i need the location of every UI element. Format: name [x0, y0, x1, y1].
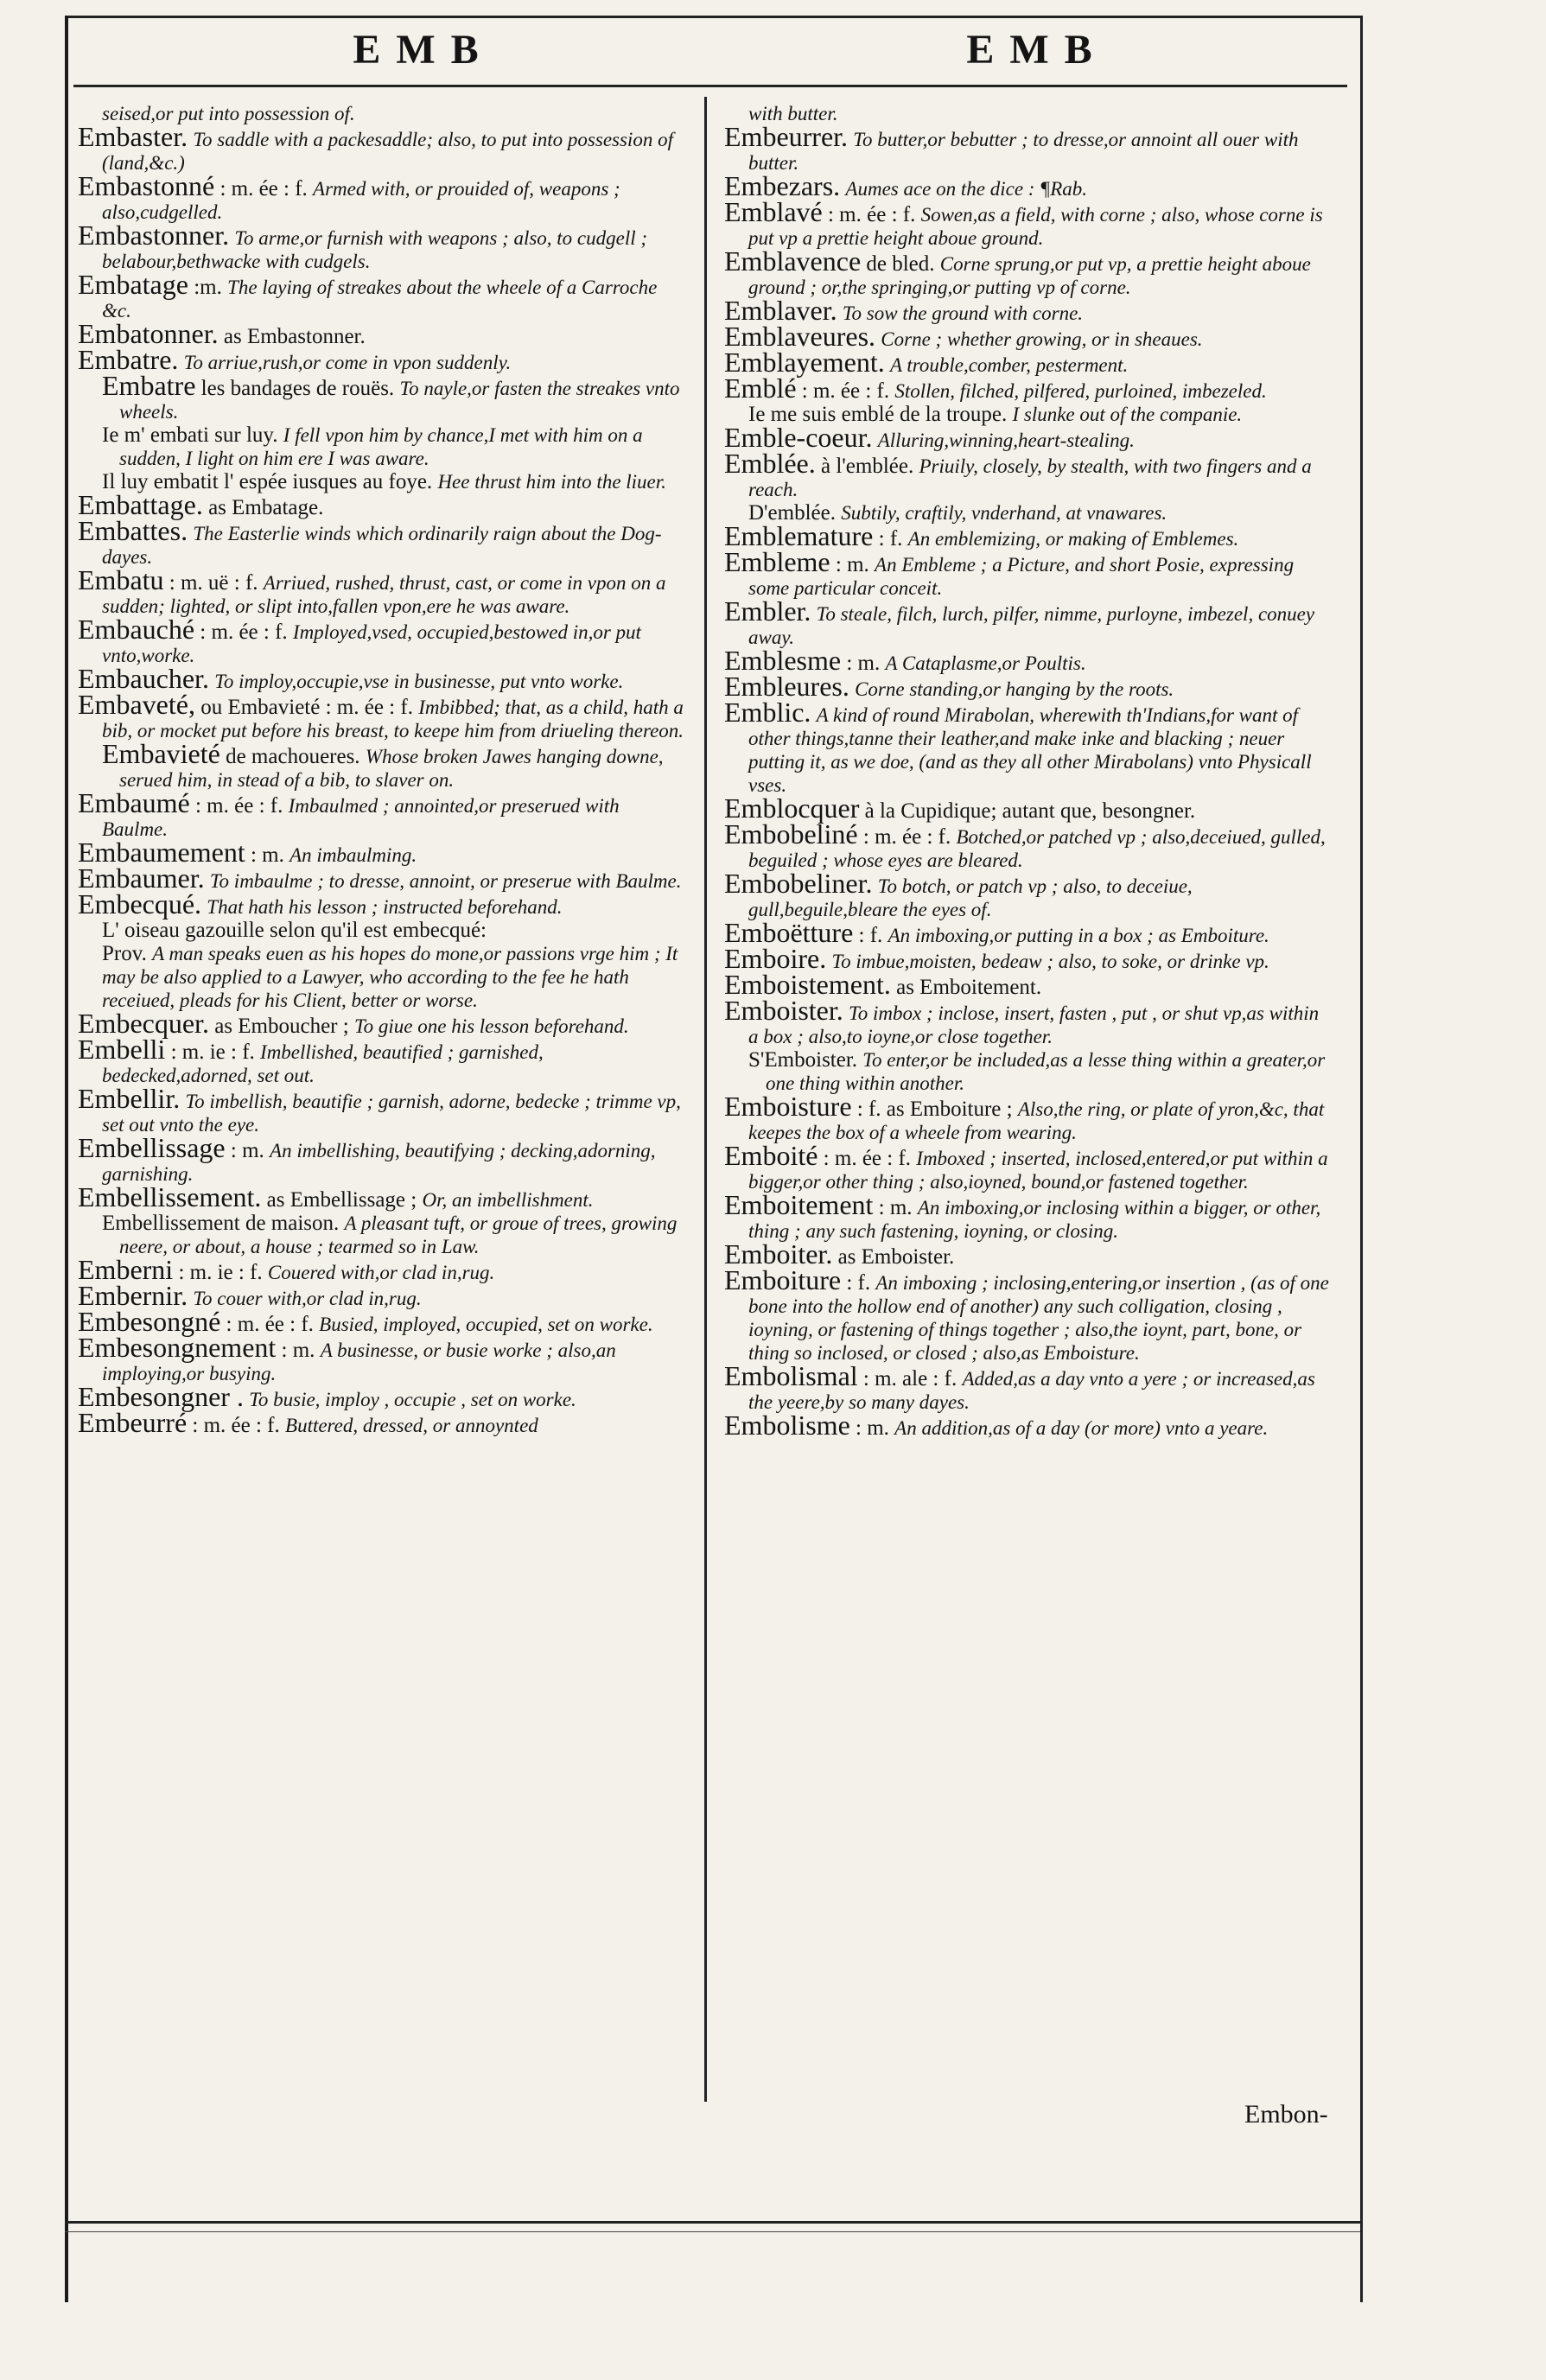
french-gloss: : m. ée : f. — [192, 1414, 280, 1437]
dictionary-entry — [724, 1189, 1333, 1243]
headword: Embeurré — [78, 1407, 188, 1438]
headword: Embattes. — [78, 515, 188, 546]
headword: Embaster. — [78, 121, 188, 152]
english-definition: I fell vpon him by chance,I met with him on a sudden, I light on him ere I was aware. — [119, 424, 643, 469]
left-border — [65, 16, 68, 2302]
english-definition: A man speaks euen as his hopes do mone,or passions vrge him ; It may be also applied to a Lawyer, who according to the fee he hath receiued, pleads for his Client, better or worse. — [102, 943, 678, 1011]
dictionary-entry — [724, 546, 1333, 600]
english-definition: Arriued, rushed, thrust, cast, or come in vpon on a sudden; lighted, or slipt into,fallen vpon,ere he was aware. — [102, 572, 666, 617]
headword: Embaumé — [78, 787, 190, 818]
french-gloss: Ie m' embati sur luy. — [102, 423, 278, 447]
headword: Embesongner . — [78, 1381, 244, 1412]
headword: Embeurrer. — [724, 121, 849, 152]
french-gloss: : m. ée : f. — [219, 177, 308, 200]
dictionary-entry — [724, 245, 1333, 299]
headword: Embatre. — [78, 344, 179, 375]
french-gloss: : m. ée : f. — [801, 379, 890, 403]
dictionary-entry — [724, 121, 1333, 175]
headword: Embernir. — [78, 1280, 188, 1311]
dictionary-entry — [724, 448, 1333, 501]
english-definition: Also,the ring, or plate of yron,&c, that keepes the box of a wheele from wearing. — [748, 1098, 1325, 1143]
english-definition: A Cataplasme,or Poultis. — [885, 652, 1086, 674]
english-definition: Priuily, closely, by stealth, with two fingers and a reach. — [748, 455, 1312, 500]
english-definition: To imbaulme ; to dresse, annoint, or preserue with Baulme. — [209, 870, 682, 892]
english-definition: An addition,as of a day (or more) vnto a yeare. — [894, 1417, 1269, 1439]
english-definition: Subtily, craftily, vnderhand, at vnawares. — [841, 502, 1167, 524]
headword: Embolisme — [724, 1410, 850, 1441]
english-definition: Couered with,or clad in,rug. — [267, 1262, 495, 1283]
english-definition: To arriue,rush,or come in vpon suddenly. — [183, 352, 512, 373]
english-definition: To saddle with a packesaddle; also, to put into possession of (land,&c.) — [102, 129, 673, 174]
english-definition: To nayle,or fasten the streakes vnto wheels. — [119, 378, 680, 423]
english-definition: An emblemizing, or making of Emblemes. — [907, 528, 1239, 550]
english-definition: Botched,or patched vp ; also,deceiued, gulled, beguiled ; whose eyes are bleared. — [748, 826, 1326, 871]
headword: Embaucher. — [78, 663, 209, 694]
french-gloss: as Embatage. — [208, 496, 324, 519]
headword: Embobeliné — [724, 818, 858, 850]
dictionary-entry — [78, 888, 687, 920]
headword: Emblavence — [724, 245, 862, 277]
english-definition: Corne sprung,or put vp, a prettie height aboue ground ; or,the springing,or putting vp of corne. — [748, 253, 1311, 298]
french-gloss: L' oiseau gazouille selon qu'il est embecqué: — [102, 919, 487, 942]
dictionary-entry — [78, 942, 687, 1012]
headword: Emblic. — [724, 697, 811, 728]
dictionary-entry — [78, 689, 687, 742]
headword: Embaveté, — [78, 689, 195, 720]
headword: Emboiture — [724, 1264, 842, 1295]
french-gloss: : f. — [878, 527, 903, 550]
english-definition: To botch, or patch vp ; also, to deceiue, gull,beguile,bleare the eyes of. — [748, 875, 1193, 920]
english-definition: Buttered, dressed, or annoynted — [285, 1415, 538, 1436]
headword: Embesongné — [78, 1306, 221, 1337]
french-gloss: de bled. — [866, 252, 935, 276]
english-definition: Imployed,vsed, occupied,bestowed in,or put vnto,worke. — [102, 621, 641, 666]
english-definition: Added,as a day vnto a yere ; or increased,as the yeere,by so many dayes. — [748, 1368, 1315, 1413]
headword: Embler. — [724, 595, 811, 627]
headword: Embobeliner. — [724, 868, 873, 899]
headword: Embastonner. — [78, 220, 230, 251]
headword: Embellissage — [78, 1132, 226, 1163]
dictionary-entry — [724, 1140, 1333, 1193]
headword: Embavieté — [102, 738, 220, 769]
french-gloss: Il luy embatit l' espée iusques au foye. — [102, 470, 433, 493]
headword: Emblaveures. — [724, 321, 876, 352]
english-definition: Alluring,winning,heart-stealing. — [877, 430, 1135, 451]
english-definition: An Embleme ; a Picture, and short Posie, expressing some particular conceit. — [748, 554, 1295, 599]
bottom-rule-thin — [65, 2231, 1360, 2232]
headword: Emberni — [78, 1254, 174, 1285]
right-column — [724, 102, 1333, 1440]
dictionary-entry — [724, 1360, 1333, 1414]
english-definition: Sowen,as a field, with corne ; also, whose corne is put vp a prettie height aboue ground. — [748, 204, 1323, 249]
headword: Emboëtture — [724, 917, 854, 948]
french-gloss: : m. — [856, 1416, 889, 1440]
headword: Emblesme — [724, 645, 842, 676]
dictionary-entry — [78, 738, 687, 792]
headword: Embaumement — [78, 837, 245, 868]
headword: Emblaver. — [724, 295, 837, 326]
english-definition: An imbaulming. — [289, 844, 417, 866]
headword: Emboire. — [724, 943, 827, 974]
english-definition: That hath his lesson ; instructed beforehand. — [207, 896, 563, 918]
dictionary-entry — [78, 1132, 687, 1186]
headword: Embastonné — [78, 170, 215, 201]
dictionary-entry — [78, 564, 687, 618]
french-gloss: à la Cupidique; autant que, besongner. — [864, 799, 1196, 823]
headword: Emboiter. — [724, 1238, 833, 1270]
french-gloss: : m. — [846, 652, 881, 675]
dictionary-entry — [724, 196, 1333, 250]
english-definition: Corne standing,or hanging by the roots. — [855, 678, 1174, 700]
french-gloss: Ie me suis emblé de la troupe. — [748, 403, 1008, 426]
headword: Embecqué. — [78, 888, 202, 920]
dictionary-entry — [78, 269, 687, 322]
dictionary-entry — [724, 1048, 1333, 1095]
headword: Embleures. — [724, 671, 849, 702]
french-gloss: : m. ée : f. — [194, 794, 283, 818]
english-definition: Imboxed ; inserted, inclosed,entered,or put within a bigger,or other thing ; also,ioyned, bound,or fastened together. — [748, 1148, 1328, 1193]
dictionary-entry — [724, 1264, 1333, 1365]
english-definition: Aumes ace on the dice : ¶Rab. — [845, 178, 1088, 200]
english-definition: Stollen, filched, pilfered, purloined, imbezeled. — [894, 380, 1267, 402]
english-definition: To imbellish, beautifie ; garnish, adorne, bedecke ; trimme vp, set out vnto the eye. — [102, 1091, 681, 1136]
english-definition: To imbue,moisten, bedeaw ; also, to soke, or drinke vp. — [831, 951, 1269, 972]
english-definition: Busied, imployed, occupied, set on worke. — [319, 1314, 653, 1335]
english-definition: Imbibbed; that, as a child, hath a bib, or mocket put before his breast, to keepe him from driueling thereon. — [102, 697, 684, 741]
english-definition: A trouble,comber, pesterment. — [889, 354, 1129, 376]
dictionary-entry — [78, 220, 687, 273]
english-definition: An imboxing,or putting in a box ; as Emboiture. — [888, 925, 1269, 946]
headword: Emboité — [724, 1140, 818, 1171]
dictionary-entry — [78, 1083, 687, 1136]
dictionary-entry — [78, 423, 687, 470]
headword: Embellir. — [78, 1083, 181, 1114]
dictionary-entry — [78, 1212, 687, 1258]
dictionary-entry — [78, 1008, 687, 1039]
english-definition: To imploy,occupie,vse in businesse, put vnto worke. — [214, 671, 624, 692]
english-definition: An imboxing,or inclosing within a bigger, or other, thing ; any such fastening, ioyning, or closing. — [748, 1197, 1321, 1242]
english-definition: seised,or put into possession of. — [102, 103, 355, 124]
dictionary-entry — [78, 515, 687, 569]
french-gloss: as Emboitement. — [896, 976, 1042, 999]
dictionary-entry — [78, 1034, 687, 1087]
french-gloss: ou Embavieté : m. ée : f. — [200, 696, 413, 719]
english-definition: An imboxing ; inclosing,entering,or insertion , (as of one bone into the hollow end of another) any such colligation, closing , ioyning, or fastening of things together ; also,the ioynt, part, bone, or thing so inclosed, or closed ; also,as Emboisture. — [748, 1272, 1329, 1364]
headword: Embatonner. — [78, 318, 219, 349]
english-definition: Corne ; whether growing, or in sheaues. — [881, 328, 1203, 350]
dictionary-entry — [78, 370, 687, 423]
dictionary-entry — [724, 868, 1333, 921]
english-definition: To enter,or be included,as a lesse thing within a greater,or one thing within another. — [766, 1049, 1326, 1094]
catchword: Embon- — [1244, 2100, 1328, 2129]
dictionary-entry — [724, 595, 1333, 649]
french-gloss: les bandages de rouës. — [200, 377, 395, 400]
headword: Embesongnement — [78, 1332, 277, 1363]
french-gloss: : m. — [250, 843, 284, 867]
header-rule — [73, 85, 1347, 87]
dictionary-entry — [724, 347, 1333, 378]
french-gloss: : m. uë : f. — [169, 571, 258, 595]
english-definition: A kind of round Mirabolan, wherewith th'Indians,for want of other things,tanne their leather,and make inke and blacking ; neuer putting it, as we doe, (and as they all other Mirabolans) vnto Physicall vses. — [748, 704, 1312, 796]
dictionary-entry — [724, 1410, 1333, 1441]
headword: Embolismal — [724, 1360, 858, 1391]
french-gloss: : m. — [835, 553, 869, 576]
headword: Emblocquer — [724, 792, 860, 824]
dictionary-entry — [724, 671, 1333, 702]
right-border — [1360, 16, 1363, 2302]
bottom-rule — [65, 2221, 1360, 2224]
french-gloss: as Embellissage ; — [266, 1188, 417, 1212]
dictionary-entry — [724, 995, 1333, 1048]
french-gloss: : f. as Emboiture ; — [856, 1098, 1013, 1121]
english-definition: I slunke out of the companie. — [1012, 404, 1243, 425]
top-rule — [65, 16, 1360, 18]
english-definition: To imbox ; inclose, insert, fasten , put , or shut vp,as within a box ; also,to ioyne,or close together. — [748, 1002, 1320, 1047]
headword: Emblavé — [724, 196, 823, 227]
english-definition: To steale, filch, lurch, pilfer, nimme, purloyne, imbezel, conuey away. — [748, 603, 1315, 648]
column-divider — [704, 97, 707, 2102]
english-definition: with butter. — [748, 103, 838, 124]
french-gloss: : m. ale : f. — [862, 1367, 958, 1390]
headword: Embellissement. — [78, 1181, 262, 1212]
french-gloss: à l'emblée. — [820, 455, 914, 478]
headword: Embauché — [78, 614, 195, 645]
english-definition: To busie, imploy , occupie , set on worke. — [249, 1389, 576, 1410]
french-gloss: de machoueres. — [226, 745, 360, 768]
running-head-right: EMB — [966, 27, 1108, 73]
english-definition: To arme,or furnish with weapons ; also, to cudgell ; belabour,bethwacke with cudgels. — [102, 227, 648, 272]
headword: Emblé — [724, 372, 797, 404]
french-gloss: : m. ée : f. — [862, 825, 951, 849]
headword: Emblayement. — [724, 347, 885, 378]
english-definition: A pleasant tuft, or groue of trees, growing neere, or about, a house ; tearmed so in Law. — [119, 1212, 678, 1257]
dictionary-entry — [78, 121, 687, 175]
french-gloss: : m. ée : f. — [200, 620, 288, 644]
english-definition: Hee thrust him into the liuer. — [437, 471, 666, 493]
english-definition: The Easterlie winds which ordinarily raign about the Dog-dayes. — [102, 523, 662, 568]
french-gloss: : m. — [230, 1139, 264, 1162]
french-gloss: : m. ie : f. — [178, 1261, 263, 1284]
headword: Embelli — [78, 1034, 166, 1065]
english-definition: Armed with, or prouided of, weapons ; also,cudgelled. — [102, 178, 620, 223]
french-gloss: as Emboucher ; — [214, 1015, 349, 1038]
dictionary-entry — [78, 614, 687, 667]
dictionary-entry — [724, 372, 1333, 404]
headword: Emblemature — [724, 520, 874, 551]
headword: Embatage — [78, 269, 188, 300]
english-definition: An imbellishing, beautifying ; decking,adorning, garnishing. — [102, 1140, 656, 1185]
french-gloss: : f. — [846, 1271, 871, 1295]
english-definition: A businesse, or busie worke ; also,an imploying,or busying. — [102, 1340, 616, 1384]
running-head-left: EMB — [353, 27, 494, 73]
french-gloss: as Embastonner. — [223, 325, 366, 348]
english-definition: Or, an imbellishment. — [422, 1189, 594, 1211]
headword: Emblée. — [724, 448, 816, 479]
headword: Emboister. — [724, 995, 843, 1026]
headword: Emboisture — [724, 1091, 852, 1122]
french-gloss: S'Emboister. — [748, 1048, 858, 1072]
dictionary-entry — [78, 787, 687, 841]
dictionary-entry — [78, 170, 687, 224]
english-definition: Imbaulmed ; annointed,or preserued with Baulme. — [102, 795, 620, 840]
left-column — [78, 102, 687, 1437]
dictionary-entry — [724, 1091, 1333, 1144]
french-gloss: : f. — [858, 924, 883, 947]
headword: Emble-coeur. — [724, 422, 873, 453]
headword: Embatu — [78, 564, 164, 595]
headword: Embezars. — [724, 170, 841, 201]
english-definition: To couer with,or clad in,rug. — [193, 1288, 422, 1309]
headword: Embleme — [724, 546, 830, 577]
french-gloss: : m. ée : f. — [827, 203, 916, 226]
english-definition: Imbellished, beautified ; garnished, bedecked,adorned, set out. — [102, 1041, 544, 1086]
dictionary-entry — [78, 1407, 687, 1438]
english-definition: To sow the ground with corne. — [842, 302, 1084, 324]
french-gloss: D'emblée. — [748, 501, 836, 525]
french-gloss: Prov. — [102, 942, 147, 965]
dictionary-entry — [78, 1332, 687, 1385]
french-gloss: Embellissement de maison. — [102, 1212, 340, 1235]
english-definition: To giue one his lesson beforehand. — [353, 1015, 629, 1037]
english-definition: The laying of streakes about the wheele of a Carroche &c. — [102, 277, 658, 321]
french-gloss: : m. — [878, 1196, 913, 1219]
headword: Embatre — [102, 370, 196, 401]
french-gloss: :m. — [194, 276, 222, 299]
french-gloss: : m. — [281, 1339, 315, 1362]
english-definition: Whose broken Jawes hanging downe, serued him, in stead of a bib, to slaver on. — [119, 746, 664, 791]
french-gloss: : m. ée : f. — [226, 1313, 314, 1336]
dictionary-entry — [724, 818, 1333, 872]
french-gloss: : m. ée : f. — [823, 1147, 912, 1170]
dictionary-entry — [78, 919, 687, 942]
headword: Emboitement — [724, 1189, 874, 1220]
headword: Emboistement. — [724, 969, 891, 1000]
headword: Embecquer. — [78, 1008, 209, 1039]
english-definition: To butter,or bebutter ; to dresse,or annoint all ouer with butter. — [748, 129, 1299, 174]
headword: Embattage. — [78, 489, 203, 520]
dictionary-entry — [78, 1181, 687, 1212]
french-gloss: : m. ie : f. — [170, 1040, 255, 1064]
french-gloss: as Emboister. — [837, 1245, 955, 1269]
headword: Embaumer. — [78, 862, 205, 894]
dictionary-entry — [724, 697, 1333, 797]
